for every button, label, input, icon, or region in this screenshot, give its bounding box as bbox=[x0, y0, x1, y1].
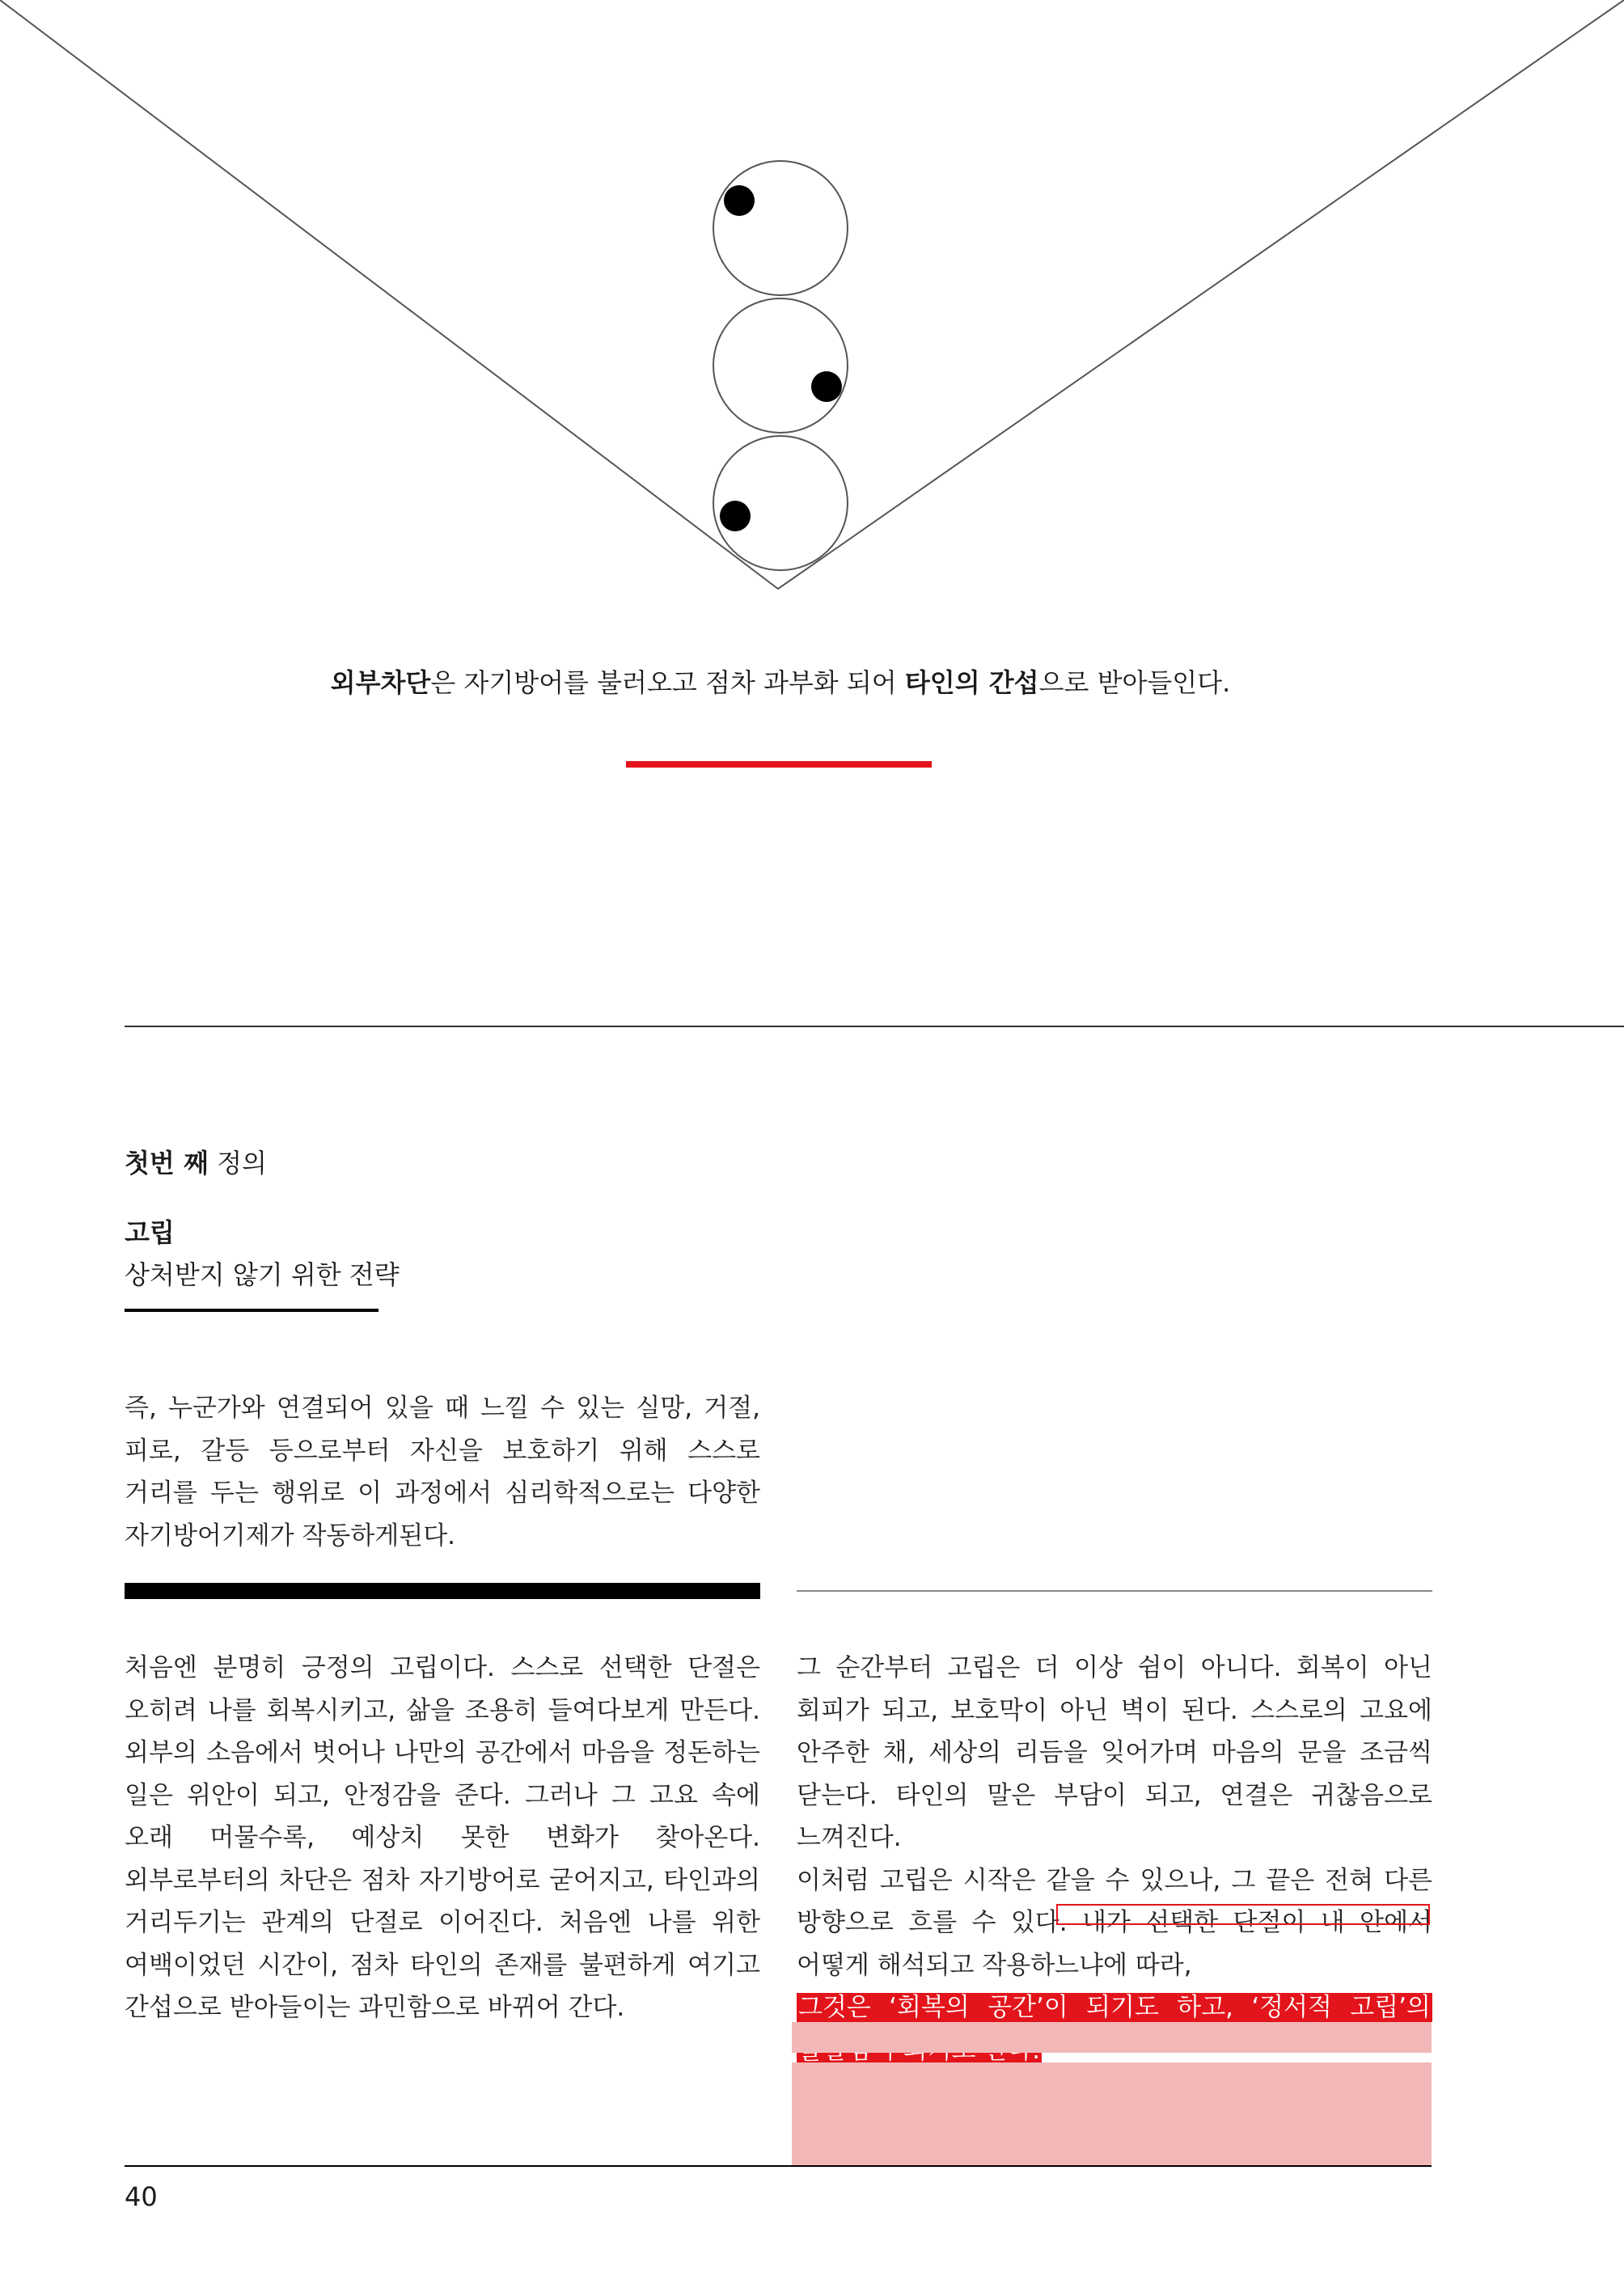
isolation-illustration bbox=[0, 0, 1624, 615]
circle-middle bbox=[713, 298, 848, 433]
page-number: 40 bbox=[125, 2181, 158, 2212]
subtitle-underline bbox=[125, 1309, 379, 1312]
term-subtitle: 상처받지 않기 위한 전략 bbox=[125, 1259, 400, 1290]
caption-text-1: 은 자기방어를 불러오고 점차 과부화 되어 bbox=[430, 667, 905, 698]
caption-bold-2: 타인의 간섭 bbox=[904, 667, 1039, 698]
kicker-rest: 정의 bbox=[208, 1148, 267, 1178]
section-kicker bbox=[125, 1145, 267, 1181]
right-column-text bbox=[797, 1647, 1432, 2071]
pink-block-small bbox=[792, 2022, 1432, 2053]
outline-marker-box bbox=[1056, 1904, 1430, 1925]
kicker-bold: 첫번 째 bbox=[125, 1148, 209, 1178]
right-paragraph-1: 그 순간부터 고립은 더 이상 쉼이 아니다. 회복이 아닌 회피가 되고, 보호막이 아닌 벽이 된다. 스스로의 고요에 안주한 채, 세상의 리듬을 잊어가며 마음의 문을 조금씩 닫는다. 타인의 말은 부담이 되고, 연결은 귀찮음으로 느껴진다. bbox=[797, 1653, 1432, 1852]
right-paragraph-2: 이처럼 고립은 시작은 같을 수 있으나, 그 끝은 전혀 다른 방향으로 흐를 수 있다. 내가 선택한 단절이 내 안에서 어떻게 해석되고 작용하느냐에 따라, bbox=[797, 1865, 1432, 1980]
dot-top bbox=[724, 185, 755, 216]
left-column-text: 처음엔 분명히 긍정의 고립이다. 스스로 선택한 단절은 오히려 나를 회복시키고, 삶을 조용히 들여다보게 만든다. 외부의 소음에서 벗어나 나만의 공간에서 마음을 정돈하는 일은 위안이 되고, 안정감을 준다. 그러나 그 고요 속에 오래 머물수록, 예상치 못한 변화가 찾아온다. 외부로부터의 차단은 점차 자기방어로 굳어지고, 타인과의 거리두기는 관계의 단절로 이어진다. 처음엔 나를 위한 여백이었던 시간이, 점차 타인의 존재를 불편하게 여기고 간섭으로 받아들이는 과민함으로 바뀌어 간다. bbox=[125, 1653, 760, 2022]
pink-block-large bbox=[792, 2062, 1432, 2165]
section-divider bbox=[125, 1026, 1624, 1027]
figure-caption bbox=[0, 663, 1561, 702]
footer-divider bbox=[125, 2165, 1432, 2167]
circle-top bbox=[713, 161, 848, 295]
caption-underline bbox=[626, 761, 932, 768]
highlighted-sentence: 그것은 ‘회복의 공간’이 되기도 하고, ‘정서적 고립’의 bbox=[797, 1993, 1432, 2065]
dot-middle bbox=[811, 371, 842, 402]
caption-text-2: 으로 받아들인다. bbox=[1038, 667, 1231, 698]
term-title: 고립 bbox=[125, 1217, 175, 1248]
thick-divider bbox=[125, 1583, 760, 1599]
v-shape-lines bbox=[0, 0, 1624, 589]
dot-bottom bbox=[720, 501, 751, 531]
right-thin-divider bbox=[797, 1590, 1432, 1592]
caption-bold-1: 외부차단 bbox=[330, 667, 431, 698]
intro-paragraph: 즉, 누군가와 연결되어 있을 때 느낄 수 있는 실망, 거절, 피로, 갈등 등으로부터 자신을 보호하기 위해 스스로 거리를 두는 행위로 이 과정에서 심리학적으로는 다양한 자기방어기제가 작동하게된다. bbox=[125, 1394, 760, 1551]
